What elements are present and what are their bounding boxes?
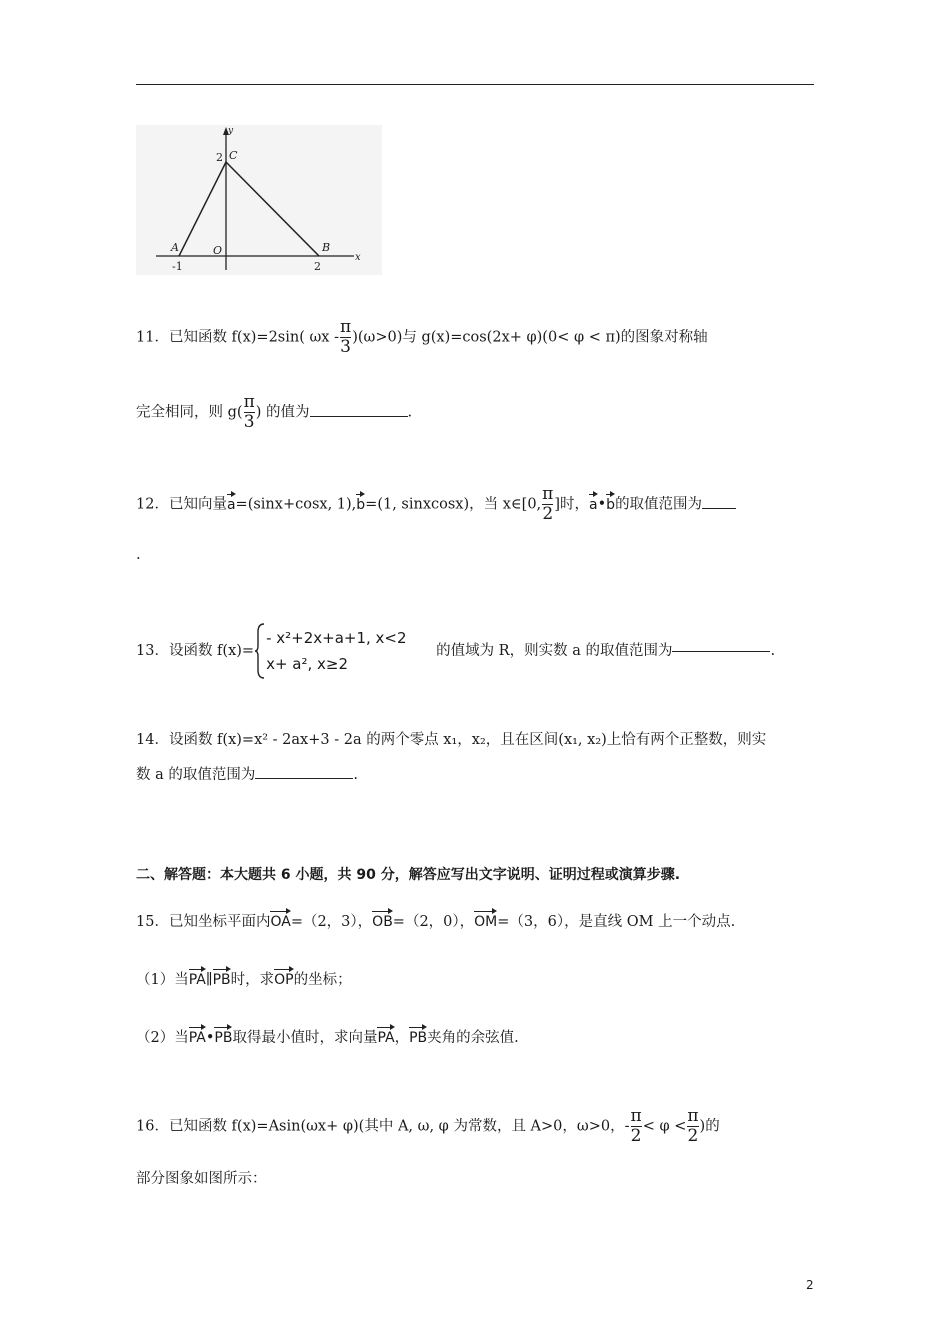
fraction-pi-over-3-b: $\frac{\pi}{3}$ — [243, 392, 255, 432]
header-rule — [136, 84, 814, 85]
q15-text-3: =（2，0）， — [392, 914, 475, 930]
tick-label-x-2: 2 — [314, 260, 321, 273]
page-number: 2 — [806, 1278, 814, 1292]
vector-a-product: a — [589, 493, 598, 512]
vector-pa-angle: PA — [377, 1026, 394, 1045]
q11-text-3: 完全相同，则 g( — [136, 404, 243, 421]
vector-pb-angle: PB — [409, 1026, 427, 1045]
vector-b: b — [356, 493, 365, 512]
question-15-line-1 — [136, 910, 735, 930]
q16-text-2: < φ < — [642, 1118, 687, 1135]
question-14-line-2: 数 a 的取值范围为 . — [136, 767, 358, 783]
side-ac — [179, 162, 226, 256]
q11-text-4: ) 的值为 — [255, 404, 310, 421]
question-13: 13．设函数 f(x)= - x²+2x+a+1, x<2 x+ a², x≥2 的值域为 R，则实数 a 的取值范围为 . — [136, 622, 775, 680]
q16-text-1: 16．已知函数 f(x)=Asin(ωx+ φ)(其中 A, ω, φ 为常数，且 A>0，ω>0，- — [136, 1118, 630, 1135]
q15-sub1-text-2: 时，求 — [230, 972, 275, 988]
question-12-line-2: . — [136, 547, 141, 563]
q13-text-1: 13．设函数 f(x)= — [136, 642, 255, 659]
question-15-sub-2: （2）当 PA• PB取得最小值时，求向量 PA， PB夹角的余弦值. — [136, 1026, 519, 1046]
vector-pa: PA — [189, 968, 206, 987]
question-11-line-2: 完全相同，则 g( $\frac{\pi}{3}$ ) 的值为 . — [136, 392, 413, 432]
vector-op: OP — [274, 968, 293, 987]
vector-oa: OA — [270, 910, 290, 929]
q12-text-5: 的取值范围为 — [615, 496, 703, 513]
question-16-line-2 — [136, 1172, 267, 1187]
q13-text-2: 的值域为 R，则实数 a 的取值范围为 — [436, 642, 673, 659]
vector-b-product: b — [606, 493, 615, 512]
q15-sub2-text-1: （2）当 — [136, 1030, 189, 1046]
question-15-sub-1: （1）当 PA∥ PB时，求 OP的坐标； — [136, 968, 352, 988]
point-a-label: A — [171, 241, 179, 254]
section-2-heading: 二、解答题：本大题共 6 小题，共 90 分，解答应写出文字说明、证明过程或演算步骤. — [136, 867, 681, 883]
fraction-pi-over-2-b: $\frac{\pi}{2}$ — [687, 1106, 699, 1146]
q15-text-1: 15．已知坐标平面内 — [136, 914, 271, 930]
q15-sub2-text-2: 取得最小值时，求向量 — [232, 1030, 378, 1046]
side-cb — [226, 162, 319, 256]
question-14-line-1 — [136, 733, 766, 748]
q12-text-3: =(1, sinxcosx)，当 x∈[0, — [365, 496, 542, 513]
answer-blank-14 — [255, 777, 353, 779]
case-1: - x²+2x+a+1, x<2 — [266, 629, 407, 647]
fraction-pi-over-3: $\frac{\pi}{3}$ — [340, 317, 352, 357]
q16-text-4: 部分图象如图所示： — [136, 1171, 267, 1187]
piecewise-cases — [266, 625, 436, 677]
case-2: x+ a², x≥2 — [266, 655, 349, 673]
vector-a: a — [227, 493, 236, 512]
q15-sub2-text-3: 夹角的余弦值. — [427, 1030, 519, 1046]
q12-text-4: ]时， — [554, 496, 590, 513]
vector-ob: OB — [372, 910, 393, 929]
left-brace — [254, 622, 266, 680]
origin-label: O — [213, 244, 223, 257]
q15-text-2: =（2，3）， — [290, 914, 373, 930]
q11-text-2: )(ω>0)与 g(x)=cos(2x+ φ)(0< φ < π)的图象对称轴 — [352, 329, 708, 346]
vector-pb-dot: PB — [214, 1026, 232, 1045]
answer-blank-13 — [672, 650, 770, 652]
point-b-label: B — [322, 241, 331, 254]
vector-pb: PB — [213, 968, 231, 987]
fraction-pi-over-2: $\frac{\pi}{2}$ — [542, 484, 554, 524]
answer-blank-12 — [702, 507, 736, 509]
q16-text-3: )的 — [699, 1118, 720, 1135]
x-axis-label: x — [355, 252, 361, 263]
q15-sub1-text-1: （1）当 — [136, 972, 189, 988]
q15-text-4: =（3，6）， — [497, 914, 579, 930]
tick-label-neg1: -1 — [172, 260, 183, 273]
q11-text-1: 11．已知函数 f(x)=2sin( ωx - — [136, 329, 339, 346]
tick-label-y-2: 2 — [216, 151, 223, 164]
question-11-line-1 — [136, 318, 708, 357]
q14-text-1: 14．设函数 f(x)=x² - 2ax+3 - 2a 的两个零点 x₁，x₂，且在区间(x₁, x₂)上恰有两个正整数，则实 — [136, 732, 767, 748]
answer-blank-11 — [310, 415, 408, 417]
question-12-line-1: 12．已知向量 a=(sinx+cosx, 1), b=(1, sinxcosx)，当 x∈[0, $\frac{\pi}{2}$ ]时， a• b的取值范围为 — [136, 485, 736, 524]
triangle-figure — [136, 125, 382, 275]
y-axis-label: y — [228, 126, 234, 136]
q15-sub1-text-3: 的坐标； — [293, 972, 352, 988]
vector-pa-dot: PA — [189, 1026, 206, 1045]
fraction-pi-over-2-a: $\frac{\pi}{2}$ — [630, 1106, 642, 1146]
point-c-label: C — [229, 149, 238, 162]
q14-text-2: 数 a 的取值范围为 — [136, 767, 256, 783]
vector-om: OM — [474, 910, 497, 929]
q15-text-5: 是直线 OM 上一个动点. — [578, 914, 736, 930]
question-16-line-1 — [136, 1107, 720, 1146]
q12-text-2: =(sinx+cosx, 1), — [235, 496, 357, 513]
q12-text-1: 12．已知向量 — [136, 496, 227, 513]
